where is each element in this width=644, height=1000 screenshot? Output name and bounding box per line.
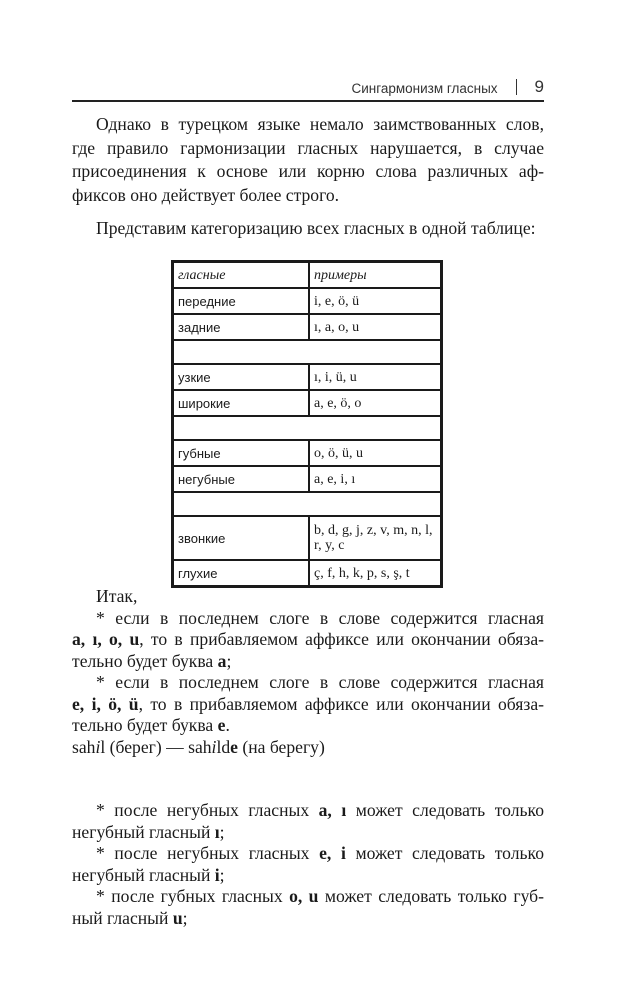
table-header-cell: примеры: [309, 262, 441, 288]
bold-vowels: o, u: [289, 886, 319, 906]
paragraph-line: присоединения к основе или корню слова различных аф-: [72, 161, 544, 181]
bold-letter: e: [217, 715, 226, 735]
paragraph-line: Однако в турецком языке немало заимствованных слов,: [96, 114, 544, 134]
rule-item: [72, 608, 544, 673]
rule-line: * после негубных гласных e, i может следовать только: [96, 843, 544, 863]
page-number: 9: [534, 77, 544, 96]
rule-line: * если в последнем слоге в слове содержится гласная: [96, 607, 544, 628]
table-row: [173, 440, 441, 466]
rule-line: * после губных гласных o, u может следовать только губ-: [96, 886, 544, 906]
table-row-empty: [173, 416, 441, 440]
rule-line: ный гласный u;: [72, 907, 188, 928]
table-cell-category: задние: [173, 314, 309, 340]
table-row: [173, 466, 441, 492]
header-separator: [516, 79, 517, 95]
bold-vowels: a, ı, o, u: [72, 629, 140, 649]
table-row: [173, 560, 441, 586]
table-cell-examples: a, e, i, ı: [309, 466, 441, 492]
bold-letter: a: [217, 650, 227, 671]
table-cell-category: звонкие: [173, 516, 309, 560]
table-cell-examples: ç, f, h, k, p, s, ş, t: [309, 560, 441, 586]
running-title: Сингармонизм гласных: [351, 81, 498, 96]
rule-line: тельно будет буква a;: [72, 650, 232, 671]
rule-item: [72, 886, 544, 929]
table-cell-examples: b, d, g, j, z, v, m, n, l, r, y, c: [309, 516, 441, 560]
table-cell-category: широкие: [173, 390, 309, 416]
rule-item: [72, 843, 544, 886]
bold-vowels: e, i, ö, ü: [72, 693, 139, 714]
bold-letter: u: [172, 907, 183, 928]
table-cell-empty: [173, 416, 441, 440]
rule-line: негубный гласный i;: [72, 864, 225, 885]
table-cell-examples: i, e, ö, ü: [309, 288, 441, 314]
rule-item: [72, 672, 544, 737]
paragraph-table-intro: Представим категоризацию всех гласных в одной таблице:: [96, 218, 536, 238]
table-cell-category: узкие: [173, 364, 309, 390]
rule-line: негубный гласный ı;: [72, 821, 225, 842]
table-cell-category: передние: [173, 288, 309, 314]
table-cell-examples: a, e, ö, o: [309, 390, 441, 416]
rule-line: * если в последнем слоге в слове содержится гласная: [96, 672, 544, 692]
table-row: [173, 288, 441, 314]
table-cell-category: глухие: [173, 560, 309, 586]
table-row: [173, 516, 441, 560]
table-row: [173, 314, 441, 340]
bold-vowels: a, ı: [318, 800, 347, 820]
table-row-empty: [173, 492, 441, 516]
rule-line: тельно будет буква e.: [72, 715, 230, 735]
rule-line: * после негубных гласных a, ı может следовать только: [96, 800, 544, 820]
example-line: sahil (берег) — sahilde (на берегу): [72, 736, 325, 757]
running-header: [72, 74, 544, 98]
table-row: [173, 364, 441, 390]
bold-vowels: e, i: [319, 843, 346, 863]
table-cell-empty: [173, 340, 441, 364]
table-cell-category: губные: [173, 440, 309, 466]
rules-section: [72, 586, 544, 929]
table-row: [173, 390, 441, 416]
paragraph-line: где правило гармонизации гласных нарушается, в случае: [72, 137, 544, 158]
table-cell-category: негубные: [173, 466, 309, 492]
itak-label: Итак,: [96, 586, 138, 606]
table-cell-examples: ı, i, ü, u: [309, 364, 441, 390]
table-cell-examples: o, ö, ü, u: [309, 440, 441, 466]
vowel-categorization-table: [171, 260, 443, 588]
spacer: [72, 758, 544, 800]
table-cell-examples: ı, a, o, u: [309, 314, 441, 340]
table-header-row: [173, 262, 441, 288]
rule-item: [72, 800, 544, 843]
rule-line: a, ı, o, u, то в прибавляемом аффиксе или окончании обяза-: [72, 629, 544, 649]
paragraph-line: фиксов оно действует более строго.: [72, 184, 340, 205]
header-rule: [72, 100, 544, 102]
bold-letter: i: [214, 864, 220, 885]
table-row-empty: [173, 340, 441, 364]
paragraph-intro: [72, 113, 544, 207]
table-header-cell: гласные: [173, 262, 309, 288]
rule-line: e, i, ö, ü, то в прибавляемом аффиксе или окончании обяза-: [72, 693, 544, 714]
bold-letter: ı: [214, 821, 220, 842]
table-cell-empty: [173, 492, 441, 516]
